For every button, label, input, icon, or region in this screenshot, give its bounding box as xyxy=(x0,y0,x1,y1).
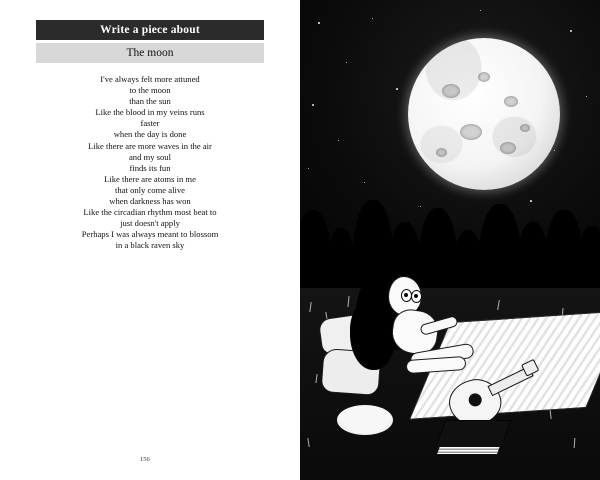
writing-prompt-block xyxy=(36,20,264,63)
seated-girl xyxy=(348,262,478,392)
poem-line: Like the blood in my veins runs xyxy=(95,107,205,118)
leg xyxy=(406,356,467,374)
star-icon xyxy=(480,10,481,11)
eye xyxy=(411,290,422,303)
poem-line: Like the circadian rhythm most beat to xyxy=(83,207,217,218)
poem-line: in a black raven sky xyxy=(115,240,185,251)
grass-icon xyxy=(497,300,500,310)
book-pages xyxy=(436,446,501,455)
poem-line: Like there are atoms in me xyxy=(104,173,196,184)
moon-crater xyxy=(478,72,490,82)
moon-crater xyxy=(500,142,516,154)
star-icon xyxy=(318,22,320,24)
moon-crater xyxy=(504,96,518,107)
full-moon xyxy=(408,38,560,190)
poem-line: to the moon xyxy=(129,85,171,96)
star-icon xyxy=(554,150,555,151)
prompt-answer-field[interactable]: The moon xyxy=(36,43,264,63)
grass-icon xyxy=(309,302,311,312)
star-icon xyxy=(372,18,373,19)
moon-texture xyxy=(408,38,560,190)
moon-crater xyxy=(520,124,530,132)
star-icon xyxy=(338,140,339,141)
grass-icon xyxy=(307,438,309,447)
poem-line: when darkness has won xyxy=(109,196,191,207)
poem-body xyxy=(20,74,280,252)
prompt-header: Write a piece about xyxy=(36,20,264,40)
star-icon xyxy=(396,88,398,90)
star-icon xyxy=(346,62,347,63)
page-number: 156 xyxy=(140,456,150,463)
star-icon xyxy=(586,96,587,97)
poem-line: finds its fun xyxy=(129,162,171,173)
poem-line: that only come alive xyxy=(115,184,185,195)
poem-line: than the sun xyxy=(129,96,171,107)
poem-line: I've always felt more attuned xyxy=(100,74,200,84)
poem-line: when the day is done xyxy=(113,129,187,140)
moon-crater xyxy=(442,84,460,98)
moon-crater xyxy=(436,148,447,157)
hair xyxy=(350,298,396,370)
star-icon xyxy=(308,168,309,169)
poem-line: and my soul xyxy=(128,151,171,162)
tambourine xyxy=(336,404,394,436)
star-icon xyxy=(312,104,314,106)
closed-book xyxy=(435,420,512,450)
moon-crater xyxy=(460,124,482,140)
grass-icon xyxy=(315,374,317,383)
illustration-page xyxy=(300,0,600,480)
star-icon xyxy=(570,30,572,32)
poem-line: Like there are more waves in the air xyxy=(88,140,212,151)
poem-line: Perhaps I was always meant to blossom xyxy=(81,229,219,240)
poem-line: just doesn't apply xyxy=(120,218,180,229)
grass-icon xyxy=(574,438,576,448)
poem-line: faster xyxy=(140,118,160,129)
